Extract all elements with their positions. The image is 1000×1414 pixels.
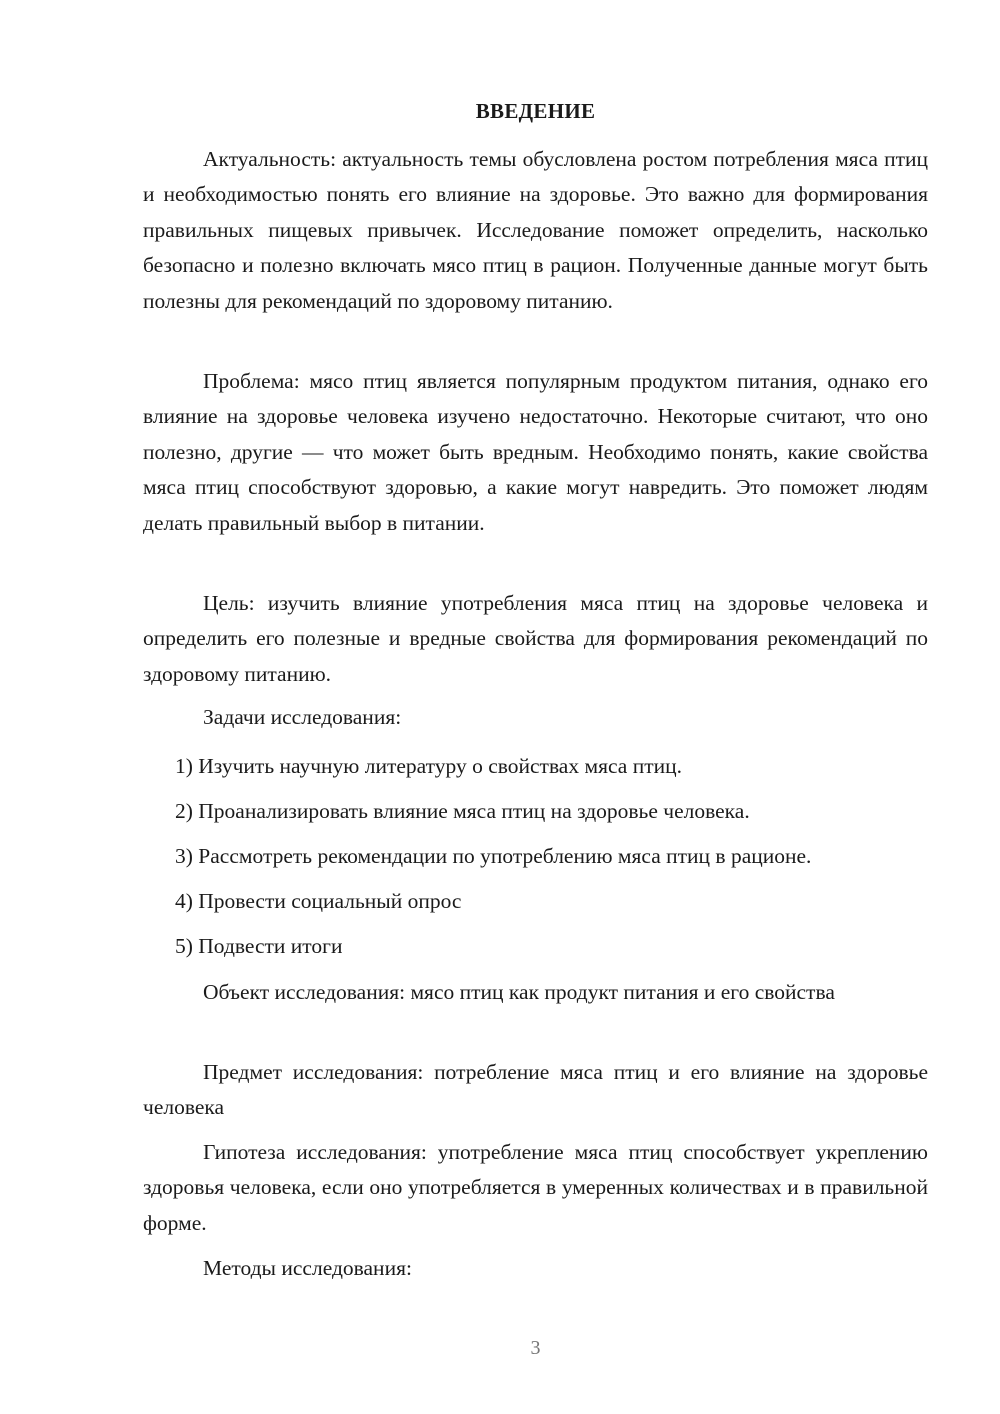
paragraph-hypothesis: Гипотеза исследования: употребление мяса птиц способствует укреплению здоровья человека, если оно употребляется в умеренных количествах и в правильной форме. bbox=[143, 1140, 928, 1235]
paragraph-goal: Цель: изучить влияние употребления мяса птиц на здоровье человека и определить его полезные и вредные свойства для формирования рекомендаций по здоровому питанию. bbox=[143, 591, 928, 686]
paragraph-relevance: Актуальность: актуальность темы обусловлена ростом потребления мяса птиц и необходимостью понять его влияние на здоровье. Это важно для формирования правильных пищевых привычек. Исследование поможет определить, насколько безопасно и полезно включать мясо птиц в рацион. Полученные данные могут быть полезны для рекомендаций по здоровому питанию. bbox=[143, 147, 928, 313]
task-item: 2) Проанализировать влияние мяса птиц на здоровье человека. bbox=[175, 799, 750, 823]
paragraph-problem: Проблема: мясо птиц является популярным продуктом питания, однако его влияние на здоровье человека изучено недостаточно. Некоторые считают, что оно полезно, другие — что может быть вредным. Необходимо понять, какие свойства мяса птиц способствуют здоровью, а какие могут навредить. Это поможет людям делать правильный выбор в питании. bbox=[143, 369, 928, 535]
page-number: 3 bbox=[530, 1337, 541, 1359]
task-item: 1) Изучить научную литературу о свойствах мяса птиц. bbox=[175, 754, 682, 778]
task-item: 3) Рассмотреть рекомендации по употреблению мяса птиц в рационе. bbox=[175, 844, 812, 868]
document-page bbox=[143, 0, 928, 1414]
paragraph-object: Объект исследования: мясо птиц как продукт питания и его свойства bbox=[203, 980, 835, 1004]
tasks-heading: Задачи исследования: bbox=[203, 705, 402, 729]
methods-heading: Методы исследования: bbox=[203, 1256, 412, 1280]
section-title: ВВЕДЕНИЕ bbox=[475, 99, 596, 123]
task-item: 5) Подвести итоги bbox=[175, 934, 343, 958]
paragraph-subject: Предмет исследования: потребление мяса птиц и его влияние на здоровье человека bbox=[143, 1060, 928, 1120]
task-item: 4) Провести социальный опрос bbox=[175, 889, 462, 913]
